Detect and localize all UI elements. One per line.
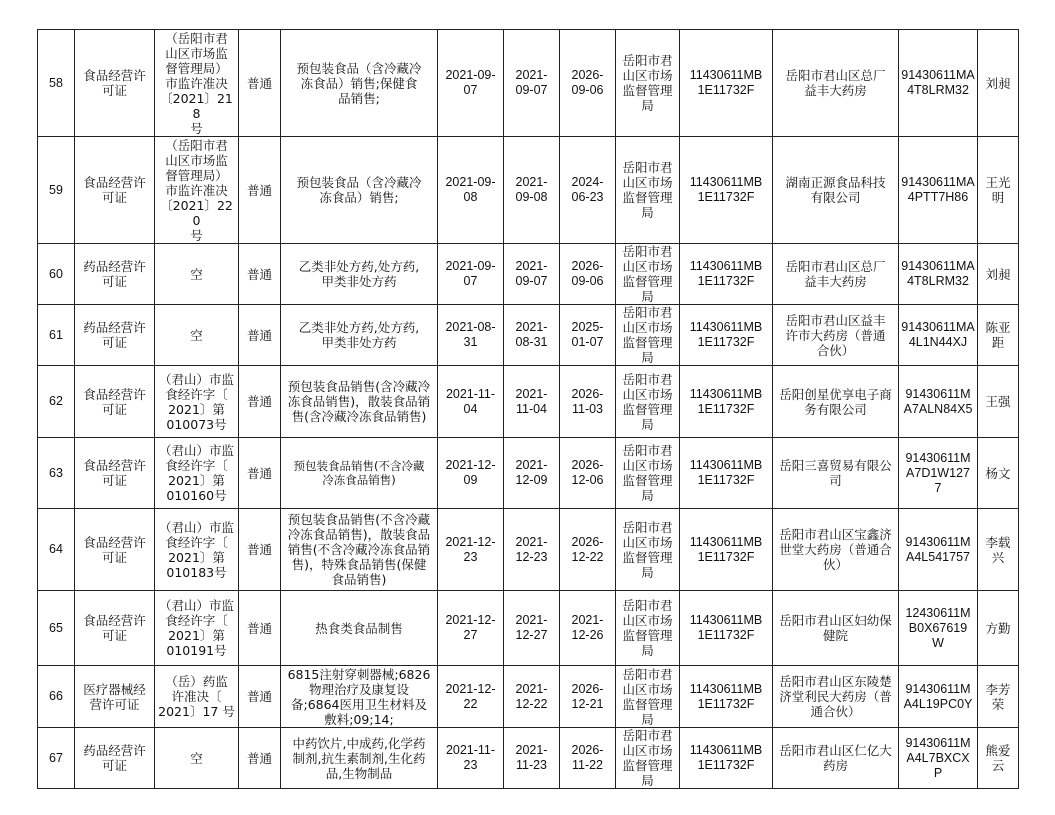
document-number: （君山）市监 食经许字〔 2021〕第 010191号 [155, 591, 239, 666]
issuing-authority: 岳阳市君 山区市场 监督管理 局 [616, 30, 680, 137]
holder-name: 岳阳三喜贸易有限公 司 [773, 438, 899, 509]
permit-scope: 乙类非处方药,处方药, 甲类非处方药 [281, 305, 438, 366]
document-number: （岳阳市君 山区市场监 督管理局） 市监许准决 〔2021〕218 号 [155, 30, 239, 137]
holder-credit-code: 91430611MA 4T8LRM32 [899, 244, 978, 305]
authority-credit-code: 11430611MB 1E11732F [680, 305, 773, 366]
decision-date: 2021-12- 09 [438, 438, 504, 509]
category: 普通 [239, 591, 281, 666]
category: 普通 [239, 509, 281, 591]
valid-to: 2026- 09-06 [560, 244, 616, 305]
authority-credit-code: 11430611MB 1E11732F [680, 438, 773, 509]
table-row [38, 30, 1019, 137]
permit-scope: 6815注射穿刺器械;6826 物理治疗及康复设 备;6864医用卫生材料及 敷料;09;14; [281, 666, 438, 728]
row-number: 67 [38, 728, 75, 789]
holder-name: 岳阳市君山区总厂 益丰大药房 [773, 30, 899, 137]
valid-to: 2021- 12-26 [560, 591, 616, 666]
decision-date: 2021-12- 22 [438, 666, 504, 728]
permit-scope: 热食类食品制售 [281, 591, 438, 666]
permit-scope: 预包装食品销售(不含冷藏 冷冻食品销售)，散装食品 销售(不含冷藏冷冻食品销 售)，特殊食品销售(保健 食品销售) [281, 509, 438, 591]
category: 普通 [239, 30, 281, 137]
holder-name: 岳阳市君山区妇幼保 健院 [773, 591, 899, 666]
holder-name: 岳阳创星优享电子商 务有限公司 [773, 366, 899, 438]
category: 普通 [239, 137, 281, 244]
document-number: （君山）市监 食经许字〔 2021〕第 010183号 [155, 509, 239, 591]
holder-credit-code: 91430611M A4L7BXCX P [899, 728, 978, 789]
legal-representative: 杨文 [978, 438, 1019, 509]
category: 普通 [239, 728, 281, 789]
valid-to: 2026- 12-21 [560, 666, 616, 728]
table-row [38, 244, 1019, 305]
legal-representative: 王光明 [978, 137, 1019, 244]
authority-credit-code: 11430611MB 1E11732F [680, 137, 773, 244]
decision-date: 2021-12- 23 [438, 509, 504, 591]
permit-scope: 预包装食品销售(不含冷藏 冷冻食品销售) [281, 438, 438, 509]
permit-type: 药品经营许 可证 [75, 728, 155, 789]
holder-credit-code: 91430611M A4L541757 [899, 509, 978, 591]
valid-to: 2026- 12-22 [560, 509, 616, 591]
table-row [38, 509, 1019, 591]
issuing-authority: 岳阳市君 山区市场 监督管理 局 [616, 305, 680, 366]
document-number: 空 [155, 728, 239, 789]
legal-representative: 熊爱云 [978, 728, 1019, 789]
decision-date: 2021-12- 27 [438, 591, 504, 666]
table-row [38, 591, 1019, 666]
valid-from: 2021- 09-07 [504, 30, 560, 137]
valid-from: 2021- 09-07 [504, 244, 560, 305]
valid-from: 2021- 09-08 [504, 137, 560, 244]
permit-type: 药品经营许 可证 [75, 244, 155, 305]
issuing-authority: 岳阳市君 山区市场 监督管理 局 [616, 591, 680, 666]
row-number: 64 [38, 509, 75, 591]
holder-credit-code: 91430611M A7ALN84X5 [899, 366, 978, 438]
issuing-authority: 岳阳市君 山区市场 监督管理 局 [616, 366, 680, 438]
issuing-authority: 岳阳市君 山区市场 监督管理 局 [616, 728, 680, 789]
legal-representative: 刘昶 [978, 30, 1019, 137]
valid-from: 2021- 12-23 [504, 509, 560, 591]
category: 普通 [239, 244, 281, 305]
document-number: 空 [155, 244, 239, 305]
row-number: 59 [38, 137, 75, 244]
document-number: 空 [155, 305, 239, 366]
permit-type: 食品经营许 可证 [75, 30, 155, 137]
row-number: 62 [38, 366, 75, 438]
permit-type: 食品经营许 可证 [75, 591, 155, 666]
permit-table [37, 29, 1019, 789]
authority-credit-code: 11430611MB 1E11732F [680, 666, 773, 728]
document-number: （君山）市监 食经许字〔 2021〕第 010073号 [155, 366, 239, 438]
permit-scope: 预包装食品（含冷藏冷 冻食品）销售;保健食 品销售; [281, 30, 438, 137]
holder-credit-code: 91430611M A7D1W127 7 [899, 438, 978, 509]
valid-from: 2021- 11-04 [504, 366, 560, 438]
table-row [38, 666, 1019, 728]
legal-representative: 方勤 [978, 591, 1019, 666]
document-number: （岳）药监 许准决〔 2021〕17 号 [155, 666, 239, 728]
legal-representative: 李芳荣 [978, 666, 1019, 728]
decision-date: 2021-11- 23 [438, 728, 504, 789]
issuing-authority: 岳阳市君 山区市场 监督管理 局 [616, 244, 680, 305]
issuing-authority: 岳阳市君 山区市场 监督管理 局 [616, 137, 680, 244]
permit-type: 药品经营许 可证 [75, 305, 155, 366]
valid-from: 2021- 08-31 [504, 305, 560, 366]
holder-credit-code: 12430611M B0X67619 W [899, 591, 978, 666]
authority-credit-code: 11430611MB 1E11732F [680, 591, 773, 666]
holder-credit-code: 91430611MA 4PTT7H86 [899, 137, 978, 244]
category: 普通 [239, 366, 281, 438]
legal-representative: 刘昶 [978, 244, 1019, 305]
holder-name: 岳阳市君山区益丰 许市大药房（普通 合伙） [773, 305, 899, 366]
valid-from: 2021- 12-27 [504, 591, 560, 666]
valid-to: 2024- 06-23 [560, 137, 616, 244]
authority-credit-code: 11430611MB 1E11732F [680, 366, 773, 438]
holder-name: 岳阳市君山区总厂 益丰大药房 [773, 244, 899, 305]
valid-from: 2021- 11-23 [504, 728, 560, 789]
issuing-authority: 岳阳市君 山区市场 监督管理 局 [616, 438, 680, 509]
decision-date: 2021-08- 31 [438, 305, 504, 366]
legal-representative: 王强 [978, 366, 1019, 438]
permit-type: 食品经营许 可证 [75, 509, 155, 591]
decision-date: 2021-09- 07 [438, 244, 504, 305]
document-number: （君山）市监 食经许字〔 2021〕第 010160号 [155, 438, 239, 509]
decision-date: 2021-09- 07 [438, 30, 504, 137]
valid-to: 2026- 11-03 [560, 366, 616, 438]
row-number: 66 [38, 666, 75, 728]
legal-representative: 李载兴 [978, 509, 1019, 591]
valid-from: 2021- 12-09 [504, 438, 560, 509]
holder-name: 岳阳市君山区东陵楚 济堂利民大药房（普 通合伙） [773, 666, 899, 728]
issuing-authority: 岳阳市君 山区市场 监督管理 局 [616, 666, 680, 728]
holder-credit-code: 91430611MA 4L1N44XJ [899, 305, 978, 366]
authority-credit-code: 11430611MB 1E11732F [680, 244, 773, 305]
valid-to: 2026- 11-22 [560, 728, 616, 789]
category: 普通 [239, 666, 281, 728]
permit-type: 食品经营许 可证 [75, 438, 155, 509]
table-row [38, 137, 1019, 244]
authority-credit-code: 11430611MB 1E11732F [680, 728, 773, 789]
category: 普通 [239, 438, 281, 509]
permit-type: 食品经营许 可证 [75, 137, 155, 244]
category: 普通 [239, 305, 281, 366]
valid-to: 2026- 12-06 [560, 438, 616, 509]
valid-to: 2026- 09-06 [560, 30, 616, 137]
table-row [38, 728, 1019, 789]
authority-credit-code: 11430611MB 1E11732F [680, 30, 773, 137]
row-number: 63 [38, 438, 75, 509]
permit-scope: 预包装食品销售(含冷藏冷 冻食品销售)，散装食品销 售(含冷藏冷冻食品销售) [281, 366, 438, 438]
issuing-authority: 岳阳市君 山区市场 监督管理 局 [616, 509, 680, 591]
permit-type: 食品经营许 可证 [75, 366, 155, 438]
permit-scope: 中药饮片,中成药,化学药 制剂,抗生素制剂,生化药 品,生物制品 [281, 728, 438, 789]
document-number: （岳阳市君 山区市场监 督管理局） 市监许准决 〔2021〕220 号 [155, 137, 239, 244]
authority-credit-code: 11430611MB 1E11732F [680, 509, 773, 591]
legal-representative: 陈亚距 [978, 305, 1019, 366]
row-number: 65 [38, 591, 75, 666]
holder-credit-code: 91430611MA 4T8LRM32 [899, 30, 978, 137]
permit-scope: 乙类非处方药,处方药, 甲类非处方药 [281, 244, 438, 305]
row-number: 58 [38, 30, 75, 137]
permit-type: 医疗器械经 营许可证 [75, 666, 155, 728]
holder-name: 岳阳市君山区仁亿大 药房 [773, 728, 899, 789]
row-number: 61 [38, 305, 75, 366]
decision-date: 2021-09- 08 [438, 137, 504, 244]
holder-credit-code: 91430611M A4L19PC0Y [899, 666, 978, 728]
holder-name: 岳阳市君山区宝鑫济 世堂大药房（普通合 伙） [773, 509, 899, 591]
valid-from: 2021- 12-22 [504, 666, 560, 728]
permit-scope: 预包装食品（含冷藏冷 冻食品）销售; [281, 137, 438, 244]
table-row [38, 438, 1019, 509]
valid-to: 2025- 01-07 [560, 305, 616, 366]
decision-date: 2021-11- 04 [438, 366, 504, 438]
table-row [38, 305, 1019, 366]
holder-name: 湖南正源食品科技 有限公司 [773, 137, 899, 244]
table-row [38, 366, 1019, 438]
row-number: 60 [38, 244, 75, 305]
